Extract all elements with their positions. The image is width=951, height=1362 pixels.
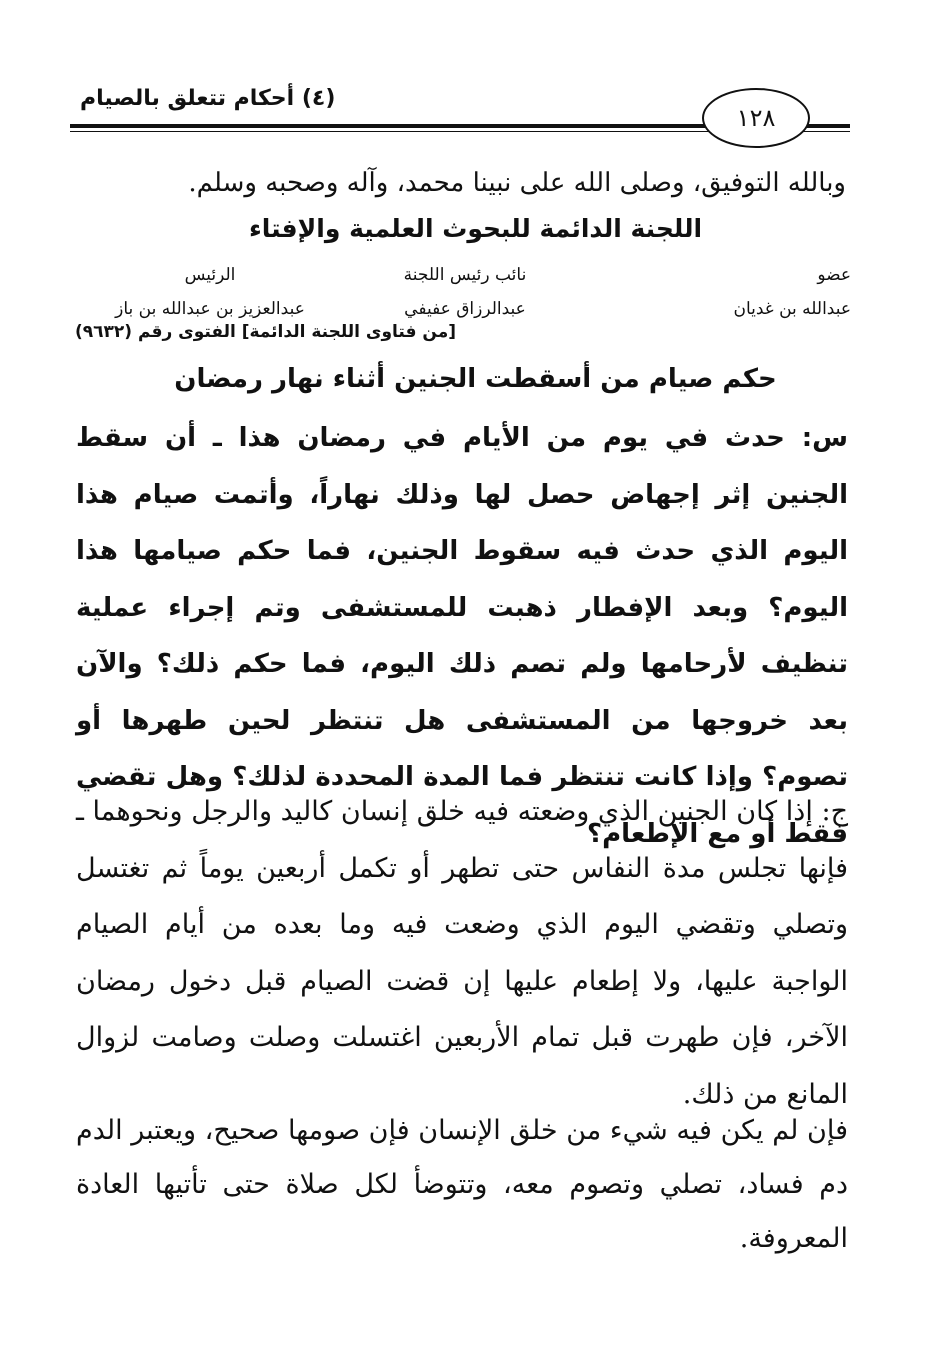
member-role: عضو [817,265,851,285]
committee-name: اللجنة الدائمة للبحوث العلمية والإفتاء [248,214,703,243]
vice-name: عبدالرزاق عفيفي [404,299,526,319]
chair-role: الرئيس [184,265,236,285]
answer-paragraph: ج: إذا كان الجنين الذي وضعته فيه خلق إنسان كاليد والرجل ونحوهما ـ فإنها تجلس مدة النفاس حتى تطهر أو تكمل أربعين يوماً ثم تغتسل وتصلي وتقضي اليوم الذي وضعت فيه وما بعده من أيام الصيام الواجبة عليها، ولا إطعام عليها إن قضت الصيام قبل دخول رمضان الآخر، فإن طهرت قبل تمام الأربعين اغتسلت وصلت وصامت لزوال المانع من ذلك. [76,796,849,1110]
chair-name: عبدالعزيز بن عبدالله بن باز [115,299,305,319]
question-paragraph: س: حدث في يوم من الأيام في رمضان هذا ـ أن سقط الجنين إثر إجهاض حصل لها وذلك نهاراً، وأتمت صيام هذا اليوم الذي حدث فيه سقوط الجنين، فما حكم صيامها هذا اليوم؟ وبعد الإفطار ذهبت للمستشفى وتم إجراء عملية تنظيف لأرحامها ولم تصم ذلك اليوم، فما حكم ذلك؟ والآن بعد خروجها من المستشفى هل تنتظر لحين طهرها أو تصوم؟ وإذا كانت تنتظر فما المدة المحددة لذلك؟ وهل تقضي فقط أو مع الإطعام؟ [76,423,848,849]
signature-chair [110,258,310,326]
answer-continued-paragraph: فإن لم يكن فيه شيء من خلق الإنسان فإن صومها صحيح، ويعتبر الدم دم فساد، تصلي وتصوم معه، وتتوضأ لكل صلاة حتى تأتيها العادة المعروفة. [76,1115,848,1254]
vice-role: نائب رئيس اللجنة [403,265,527,285]
page-number: ١٢٨ [702,88,810,148]
signature-member [733,258,851,326]
member-name: عبدالله بن غديان [733,299,851,319]
fatwa-source: [من فتاوى اللجنة الدائمة] الفتوى رقم (٩٦٣٢) [75,322,457,342]
closing-line: وبالله التوفيق، وصلى الله على نبينا محمد، وآله وصحبه وسلم. [188,168,846,198]
signature-vice-chair [380,258,550,326]
running-title: (٤) أحكام تتعلق بالصيام [80,86,336,111]
section-heading: حكم صيام من أسقطت الجنين أثناء نهار رمضان [174,364,777,394]
